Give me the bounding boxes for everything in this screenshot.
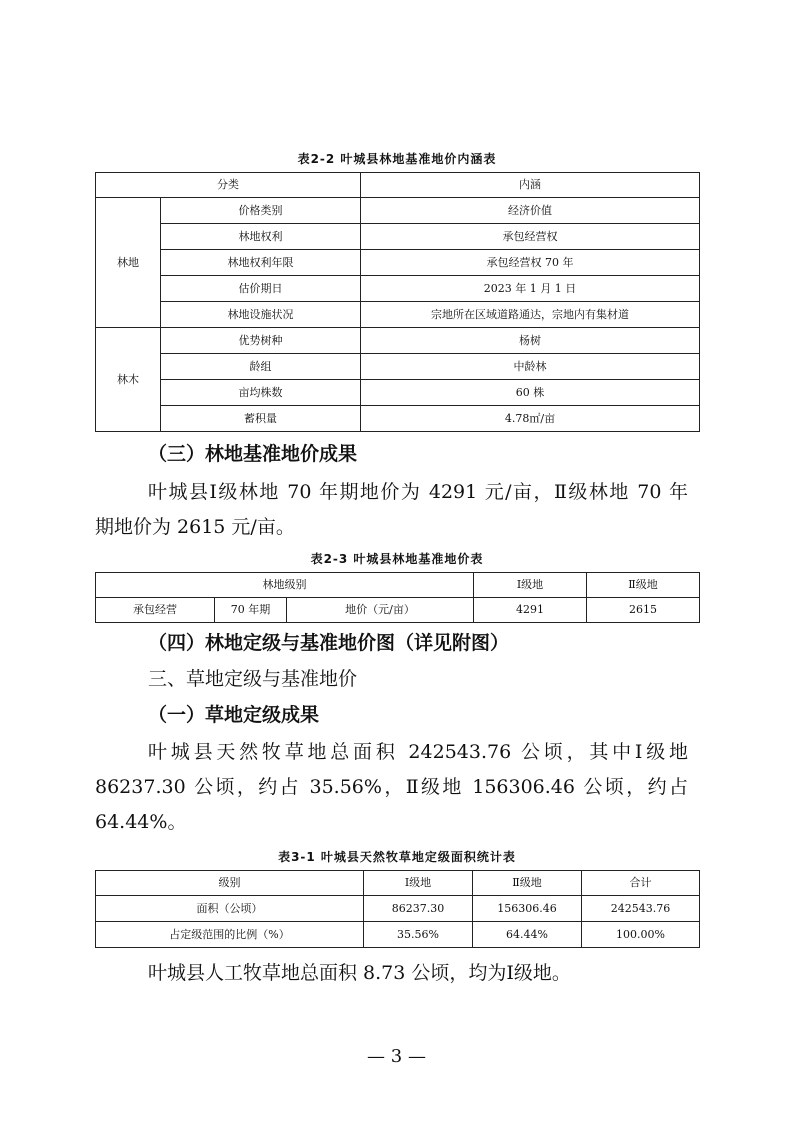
section-1-paragraph-line-1: 叶城县天然牧草地总面积 242543.76 公顷，其中Ⅰ级地 (148, 741, 688, 763)
row-item: 林地权利年限 (161, 250, 361, 276)
section-3-paragraph-line-1: 叶城县Ⅰ级林地 70 年期地价为 4291 元/亩，Ⅱ级林地 70 年 (148, 481, 688, 503)
cell-total: 242543.76 (582, 896, 700, 922)
table-3-1 (95, 870, 700, 948)
page-number: — 3 — (367, 1046, 426, 1067)
cell-grade-1: 86237.30 (364, 896, 473, 922)
row-value: 承包经营权 70 年 (361, 250, 700, 276)
group-trees: 林木 (96, 328, 161, 432)
row-item: 蓄积量 (161, 406, 361, 432)
header-grade-2: Ⅱ级地 (473, 871, 582, 896)
cell-total: 100.00% (582, 922, 700, 948)
header-total: 合计 (582, 871, 700, 896)
row-value: 60 株 (361, 380, 700, 406)
table-2-2-caption: 表2-2 叶城县林地基准地价内涵表 (297, 152, 497, 166)
cell-right: 承包经营 (96, 598, 215, 623)
cell-grade-2: 64.44% (473, 922, 582, 948)
row-value: 承包经营权 (361, 224, 700, 250)
row-item: 估价期日 (161, 276, 361, 302)
row-item: 优势树种 (161, 328, 361, 354)
row-item: 林地权利 (161, 224, 361, 250)
header-grade-1: Ⅰ级地 (474, 573, 587, 598)
cell-label: 面积（公顷） (96, 896, 364, 922)
header-level: 级别 (96, 871, 364, 896)
section-3-paragraph-line-2: 期地价为 2615 元/亩。 (95, 516, 295, 538)
header-category: 分类 (96, 173, 361, 198)
header-level: 林地级别 (96, 573, 474, 598)
row-item: 亩均株数 (161, 380, 361, 406)
table-2-2 (95, 172, 700, 432)
row-value: 2023 年 1 月 1 日 (361, 276, 700, 302)
section-1-paragraph-line-2: 86237.30 公顷，约占 35.56%，Ⅱ级地 156306.46 公顷，约占 (95, 776, 688, 798)
row-value: 4.78㎡/亩 (361, 406, 700, 432)
table-2-3-caption: 表2-3 叶城县林地基准地价表 (310, 552, 484, 566)
table-2-3 (95, 572, 700, 623)
section-4-heading: （四）林地定级与基准地价图（详见附图） (148, 632, 510, 654)
group-forest-land: 林地 (96, 198, 161, 328)
cell-term: 70 年期 (215, 598, 287, 623)
header-content: 内涵 (361, 173, 700, 198)
row-value: 杨树 (361, 328, 700, 354)
header-grade-1: Ⅰ级地 (364, 871, 473, 896)
row-value: 中龄林 (361, 354, 700, 380)
header-grade-2: Ⅱ级地 (587, 573, 700, 598)
chapter-3-heading: 三、草地定级与基准地价 (148, 668, 358, 690)
row-item: 林地设施状况 (161, 302, 361, 328)
cell-grade-1: 4291 (474, 598, 587, 623)
cell-label: 占定级范围的比例（%） (96, 922, 364, 948)
row-item: 龄组 (161, 354, 361, 380)
section-1-paragraph-line-3: 64.44%。 (95, 811, 187, 833)
row-item: 价格类别 (161, 198, 361, 224)
cell-grade-2: 156306.46 (473, 896, 582, 922)
section-3-heading: （三）林地基准地价成果 (148, 443, 358, 465)
cell-label: 地价（元/亩） (287, 598, 474, 623)
row-value: 经济价值 (361, 198, 700, 224)
cell-grade-1: 35.56% (364, 922, 473, 948)
closing-paragraph: 叶城县人工牧草地总面积 8.73 公顷，均为Ⅰ级地。 (148, 962, 571, 984)
table-3-1-caption: 表3-1 叶城县天然牧草地定级面积统计表 (278, 850, 516, 864)
row-value: 宗地所在区域道路通达，宗地内有集材道 (361, 302, 700, 328)
section-1-heading: （一）草地定级成果 (148, 704, 320, 726)
cell-grade-2: 2615 (587, 598, 700, 623)
